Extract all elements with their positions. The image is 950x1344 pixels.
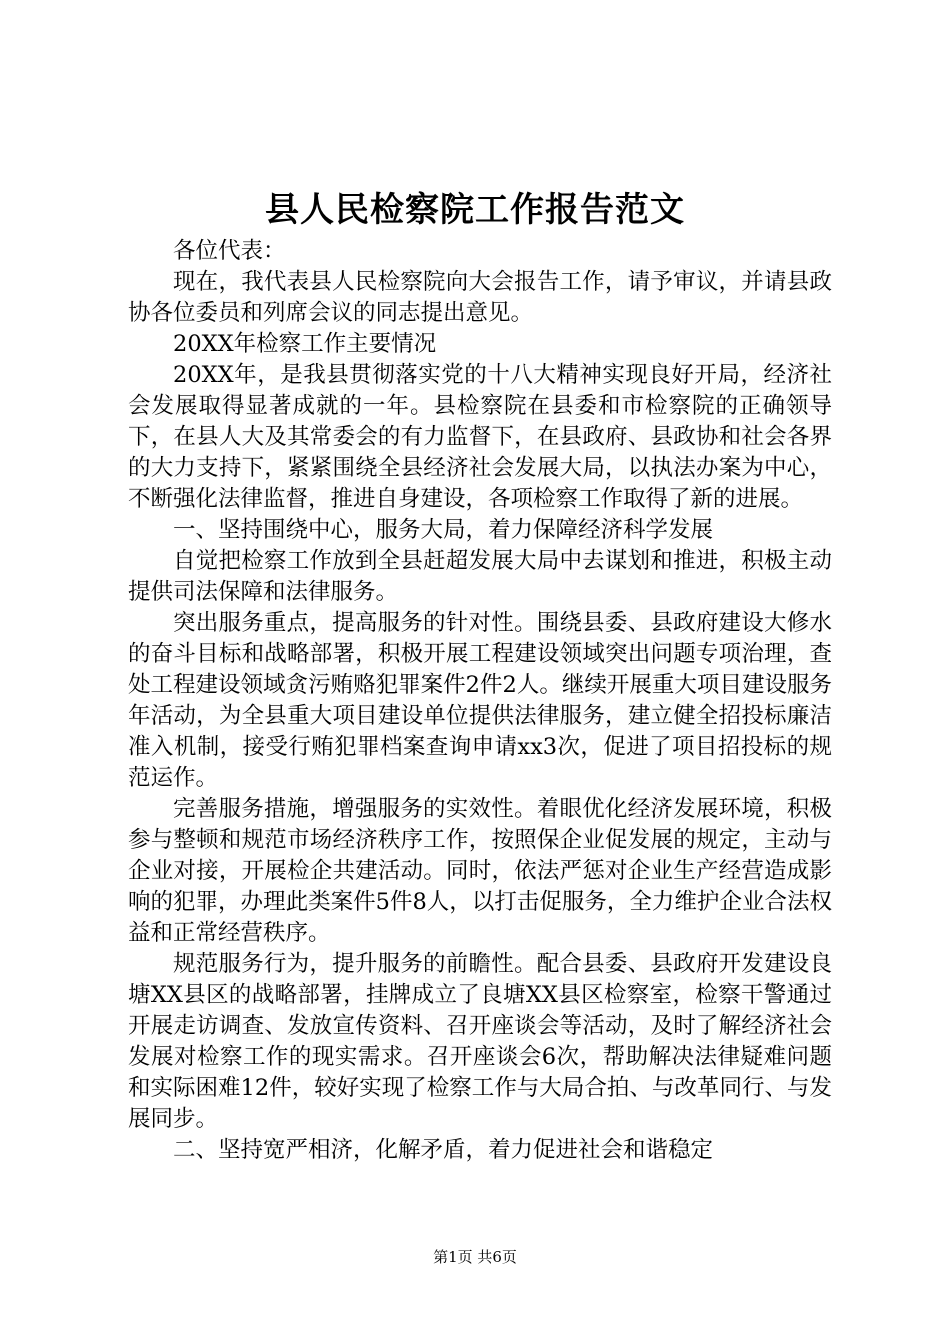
document-body bbox=[128, 236, 832, 1166]
section-heading-2: 二、坚持宽严相济，化解矛盾，着力促进社会和谐稳定 bbox=[173, 1137, 714, 1163]
paragraph: 突出服务重点，提高服务的针对性。围绕县委、县政府建设大修水的奋斗目标和战略部署，积极开展工程建设领域突出问题专项治理，查处工程建设领域贪污贿赂犯罪案件2件2人。继续开展重大项目建设服务年活动，为全县重大项目建设单位提供法律服务，建立健全招投标廉洁准入机制，接受行贿犯罪档案查询申请xx3次，促进了项目招投标的规范运作。 bbox=[128, 610, 832, 791]
page-footer: 第1页 共6页 bbox=[433, 1248, 517, 1266]
paragraph: 规范服务行为，提升服务的前瞻性。配合县委、县政府开发建设良塘XX县区的战略部署，挂牌成立了良塘XX县区检察室，检察干警通过开展走访调查、发放宣传资料、召开座谈会等活动，及时了解经济社会发展对检察工作的现实需求。召开座谈会6次，帮助解决法律疑难问题和实际困难12件，较好实现了检察工作与大局合拍、与改革同行、与发展同步。 bbox=[128, 951, 832, 1132]
paragraph: 自觉把检察工作放到全县赶超发展大局中去谋划和推进，积极主动提供司法保障和法律服务。 bbox=[128, 548, 832, 605]
paragraph-salutation: 各位代表： bbox=[173, 238, 286, 264]
section-heading-1: 一、坚持围绕中心，服务大局，着力保障经济科学发展 bbox=[173, 517, 714, 543]
section-heading-main: 20XX年检察工作主要情况 bbox=[173, 331, 437, 357]
paragraph: 完善服务措施，增强服务的实效性。着眼优化经济发展环境，积极参与整顿和规范市场经济秩序工作，按照保企业促发展的规定，主动与企业对接，开展检企共建活动。同时，依法严惩对企业生产经营造成影响的犯罪，办理此类案件5件8人，以打击促服务，全力维护企业合法权益和正常经营秩序。 bbox=[128, 796, 832, 946]
paragraph-intro: 现在，我代表县人民检察院向大会报告工作，请予审议，并请县政协各位委员和列席会议的同志提出意见。 bbox=[128, 269, 832, 326]
document-title: 县人民检察院工作报告范文 bbox=[265, 190, 685, 230]
paragraph-overview: 20XX年，是我县贯彻落实党的十八大精神实现良好开局，经济社会发展取得显著成就的一年。县检察院在县委和市检察院的正确领导下，在县人大及其常委会的有力监督下，在县政府、县政协和社会各界的大力支持下，紧紧围绕全县经济社会发展大局，以执法办案为中心，不断强化法律监督，推进自身建设，各项检察工作取得了新的进展。 bbox=[128, 362, 832, 512]
